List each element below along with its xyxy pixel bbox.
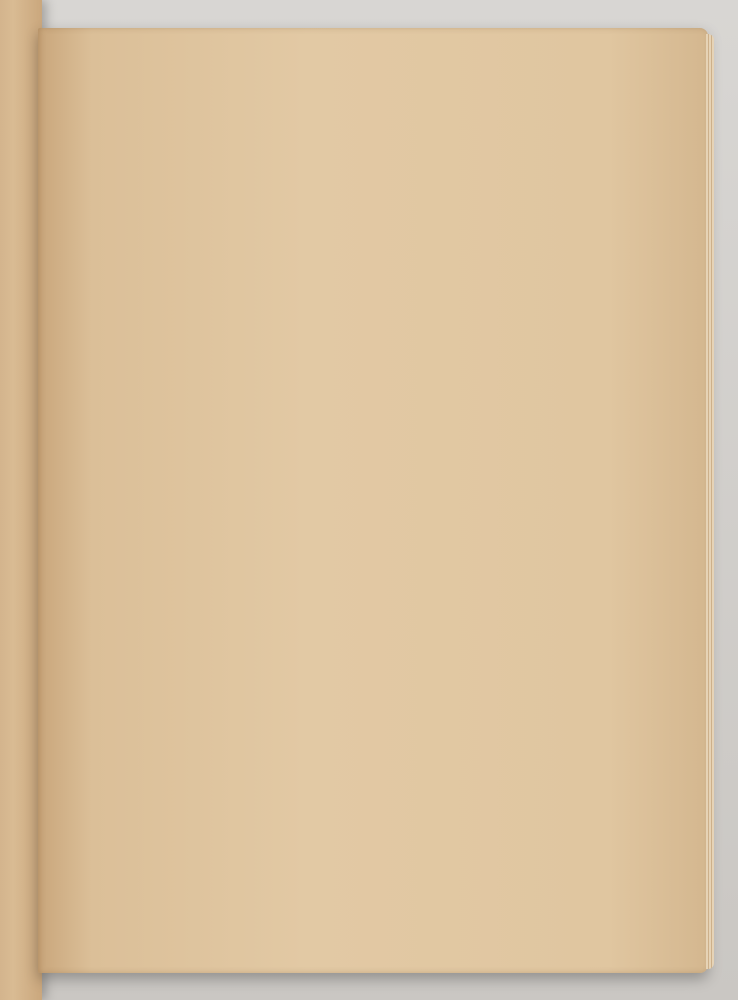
left-page-edge xyxy=(0,0,42,1000)
page-edges xyxy=(706,34,714,969)
book-page xyxy=(38,28,708,973)
